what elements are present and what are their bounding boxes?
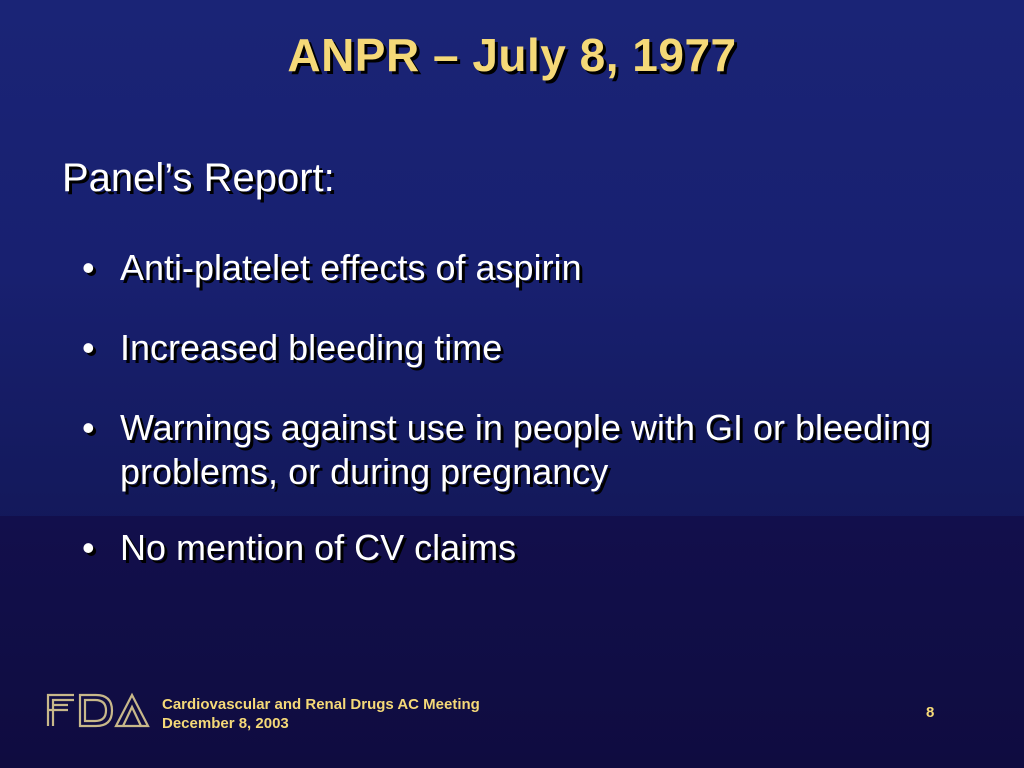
bullet-text: Increased bleeding time (120, 327, 503, 368)
bullet-item (82, 406, 982, 494)
bullet-icon: • (82, 327, 95, 368)
footer-meeting: Cardiovascular and Renal Drugs AC Meeting (162, 696, 480, 713)
bullet-item (82, 526, 982, 570)
fda-logo-icon (44, 690, 152, 730)
footer-caption (162, 695, 480, 733)
slide-title: ANPR – July 8, 1977 (287, 29, 737, 81)
bullet-text: Anti-platelet effects of aspirin (120, 247, 582, 288)
bullet-list (82, 246, 982, 606)
bullet-icon: • (82, 407, 95, 448)
slide-subheading: Panel’s Report: (62, 156, 335, 200)
bullet-icon: • (82, 247, 95, 288)
bullet-item (82, 246, 982, 290)
bullet-text: No mention of CV claims (120, 527, 517, 568)
bullet-text: Warnings against use in people with GI or bleeding problems, or during pregnancy (120, 407, 932, 492)
bullet-item (82, 326, 982, 370)
bullet-icon: • (82, 527, 95, 568)
footer-date: December 8, 2003 (162, 715, 289, 732)
page-number: 8 (926, 704, 935, 721)
